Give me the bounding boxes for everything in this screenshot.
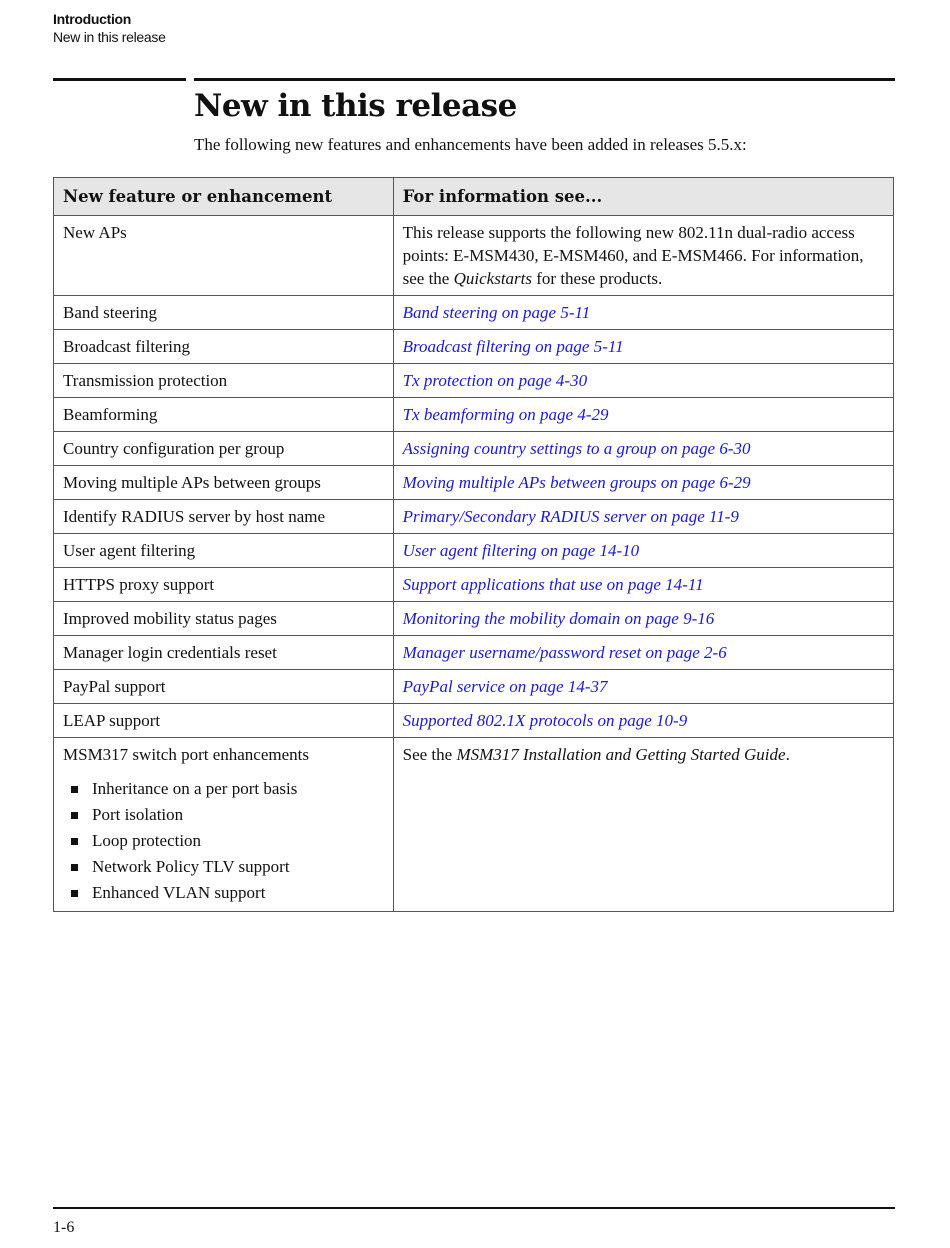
- table-row: [54, 398, 894, 432]
- feature-cell: New APs: [54, 216, 394, 296]
- table-row: [54, 466, 894, 500]
- feature-cell: Beamforming: [54, 398, 394, 432]
- intro-paragraph: The following new features and enhancements have been added in releases 5.5.x:: [194, 135, 747, 154]
- table-row: [54, 636, 894, 670]
- info-link[interactable]: Monitoring the mobility domain on page 9-16: [393, 602, 893, 636]
- feature-cell: LEAP support: [54, 704, 394, 738]
- info-link[interactable]: Supported 802.1X protocols on page 10-9: [393, 704, 893, 738]
- info-text: .: [785, 745, 790, 764]
- list-item: [63, 854, 384, 880]
- bullet-icon: [71, 786, 78, 793]
- feature-cell: User agent filtering: [54, 534, 394, 568]
- table-row: [54, 602, 894, 636]
- list-item: [63, 776, 384, 802]
- feature-cell: Broadcast filtering: [54, 330, 394, 364]
- info-emphasis: MSM317 Installation and Getting Started Guide: [456, 745, 786, 764]
- feature-cell: Moving multiple APs between groups: [54, 466, 394, 500]
- info-link[interactable]: Tx protection on page 4-30: [393, 364, 893, 398]
- table-row: [54, 330, 894, 364]
- list-item-text: Network Policy TLV support: [92, 857, 290, 876]
- feature-cell: Band steering: [54, 296, 394, 330]
- table-row: [54, 296, 894, 330]
- table-row: [54, 500, 894, 534]
- running-head-section: New in this release: [53, 29, 166, 45]
- table-row: [54, 568, 894, 602]
- table-row: [54, 432, 894, 466]
- info-link[interactable]: Manager username/password reset on page 2-6: [393, 636, 893, 670]
- feature-cell: [54, 738, 394, 912]
- info-link[interactable]: Moving multiple APs between groups on page 6-29: [393, 466, 893, 500]
- feature-table: [53, 177, 894, 912]
- info-cell: [393, 216, 893, 296]
- table-row: [54, 670, 894, 704]
- page-number: 1-6: [53, 1219, 75, 1236]
- info-link[interactable]: User agent filtering on page 14-10: [393, 534, 893, 568]
- feature-cell: Improved mobility status pages: [54, 602, 394, 636]
- list-item: [63, 828, 384, 854]
- running-head: [53, 10, 166, 46]
- header-info: For information see...: [393, 178, 893, 216]
- feature-cell: Transmission protection: [54, 364, 394, 398]
- info-link[interactable]: Primary/Secondary RADIUS server on page 11-9: [393, 500, 893, 534]
- feature-cell: HTTPS proxy support: [54, 568, 394, 602]
- table-row: [54, 364, 894, 398]
- info-link[interactable]: Band steering on page 5-11: [393, 296, 893, 330]
- list-item-text: Inheritance on a per port basis: [92, 779, 298, 798]
- info-text: See the: [402, 745, 457, 764]
- info-text: for these products.: [532, 269, 663, 288]
- running-head-chapter: Introduction: [53, 11, 132, 27]
- info-link[interactable]: PayPal service on page 14-37: [393, 670, 893, 704]
- list-item-text: Loop protection: [92, 831, 202, 850]
- table-header-row: [54, 178, 894, 216]
- info-link[interactable]: Broadcast filtering on page 5-11: [393, 330, 893, 364]
- feature-cell: Manager login credentials reset: [54, 636, 394, 670]
- list-item: [63, 802, 384, 828]
- info-emphasis: Quickstarts: [453, 269, 532, 288]
- bullet-icon: [71, 838, 78, 845]
- list-item: [63, 880, 384, 906]
- bullet-icon: [71, 812, 78, 819]
- info-text: This release supports the following new 802.11n dual-radio access points: E-MSM430, E-MSM460, and E-MSM466. For information, see the: [402, 223, 864, 288]
- header-feature: New feature or enhancement: [54, 178, 394, 216]
- page-title: New in this release: [194, 88, 517, 124]
- title-rule-right: [194, 78, 895, 81]
- info-link[interactable]: Support applications that use on page 14-11: [393, 568, 893, 602]
- info-link[interactable]: Assigning country settings to a group on page 6-30: [393, 432, 893, 466]
- feature-cell: Identify RADIUS server by host name: [54, 500, 394, 534]
- feature-cell: PayPal support: [54, 670, 394, 704]
- info-link[interactable]: Tx beamforming on page 4-29: [393, 398, 893, 432]
- table-row: [54, 738, 894, 912]
- footer-rule: [53, 1207, 895, 1209]
- table-row: [54, 534, 894, 568]
- list-item-text: Enhanced VLAN support: [92, 883, 266, 902]
- title-rule-left: [53, 78, 186, 81]
- bullet-list: [63, 776, 384, 906]
- info-cell: [393, 738, 893, 912]
- table-row: [54, 704, 894, 738]
- bullet-icon: [71, 864, 78, 871]
- bullet-icon: [71, 890, 78, 897]
- table-row: [54, 216, 894, 296]
- feature-cell: Country configuration per group: [54, 432, 394, 466]
- list-item-text: Port isolation: [92, 805, 184, 824]
- feature-title: MSM317 switch port enhancements: [63, 745, 309, 764]
